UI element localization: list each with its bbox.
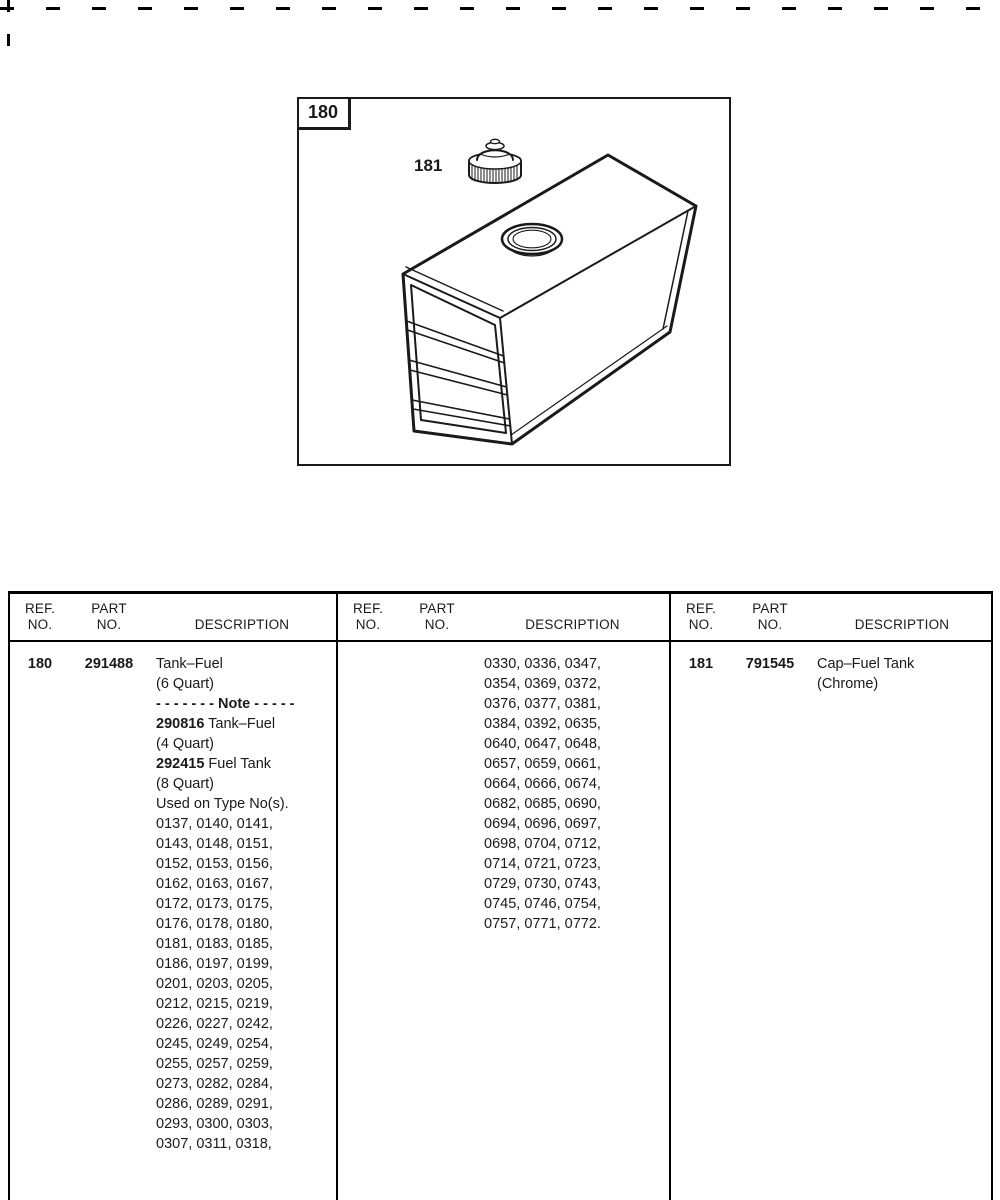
description-line: Cap–Fuel Tank: [817, 656, 915, 672]
part-no-header: PART NO.: [91, 601, 127, 632]
part-number: 791545: [745, 656, 795, 672]
description-line: 0694, 0696, 0697,: [484, 816, 601, 832]
description-line: (8 Quart): [156, 776, 215, 792]
fuel-tank-body: [403, 155, 696, 444]
column-header: [10, 594, 336, 633]
ref-no-header: REF. NO.: [685, 601, 717, 632]
description-line: 0714, 0721, 0723,: [484, 856, 601, 872]
figure-number-label: 180: [299, 99, 351, 130]
description-line: 0657, 0659, 0661,: [484, 756, 601, 772]
description-line: 0212, 0215, 0219,: [156, 996, 273, 1012]
description-line: 0729, 0730, 0743,: [484, 876, 601, 892]
page-edge-dashes-left: [7, 0, 10, 46]
description-line: 0640, 0647, 0648,: [484, 736, 601, 752]
description-cell: [476, 654, 669, 934]
page-edge-dashes-top: [0, 7, 1000, 10]
description-line: 0255, 0257, 0259,: [156, 1056, 273, 1072]
description-cell: [148, 654, 336, 1154]
column-header: [338, 594, 669, 633]
column-body: [10, 642, 336, 1200]
column-body: [671, 642, 995, 1200]
ref-no-header: REF. NO.: [352, 601, 384, 632]
description-line: 0376, 0377, 0381,: [484, 696, 601, 712]
description-line: 292415 Fuel Tank: [156, 756, 272, 772]
part-no-header: PART NO.: [752, 601, 788, 632]
description-line: 0162, 0163, 0167,: [156, 876, 273, 892]
description-line: 0682, 0685, 0690,: [484, 796, 601, 812]
description-line: 0307, 0311, 0318,: [156, 1136, 272, 1152]
column-header: [671, 594, 995, 633]
description-cell: [809, 654, 995, 694]
column-body: [338, 642, 669, 1200]
description-line: 0152, 0153, 0156,: [156, 856, 273, 872]
description-line: (Chrome): [817, 676, 879, 692]
description-header: DESCRIPTION: [854, 617, 950, 632]
fuel-tank-illustration: [299, 99, 729, 464]
description-line: 0245, 0249, 0254,: [156, 1036, 273, 1052]
ref-number: 181: [688, 656, 714, 672]
parts-column-3: [671, 594, 995, 1200]
description-line: (4 Quart): [156, 736, 215, 752]
description-line: Used on Type No(s).: [156, 796, 289, 812]
description-line: 0698, 0704, 0712,: [484, 836, 601, 852]
parts-column-2: [338, 594, 669, 1200]
description-line: 0226, 0227, 0242,: [156, 1016, 273, 1032]
description-line: 0186, 0197, 0199,: [156, 956, 273, 972]
description-line: 0181, 0183, 0185,: [156, 936, 273, 952]
description-line: 0201, 0203, 0205,: [156, 976, 273, 992]
description-line: 0745, 0746, 0754,: [484, 896, 601, 912]
description-line: 290816 Tank–Fuel: [156, 716, 276, 732]
description-line: 0384, 0392, 0635,: [484, 716, 601, 732]
fuel-cap-icon: [469, 139, 521, 183]
parts-column-1: [10, 594, 336, 1200]
description-line: 0137, 0140, 0141,: [156, 816, 273, 832]
description-line: 0273, 0282, 0284,: [156, 1076, 273, 1092]
description-line: 0143, 0148, 0151,: [156, 836, 273, 852]
cap-callout-label: 181: [414, 156, 443, 175]
description-header: DESCRIPTION: [194, 617, 290, 632]
part-number: 291488: [84, 656, 134, 672]
description-line: - - - - - - - Note - - - - -: [156, 696, 295, 712]
description-header: DESCRIPTION: [525, 617, 620, 632]
description-line: 0286, 0289, 0291,: [156, 1096, 273, 1112]
description-line: 0664, 0666, 0674,: [484, 776, 601, 792]
part-no-header: PART NO.: [419, 601, 455, 632]
description-line: Tank–Fuel: [156, 656, 223, 672]
description-line: 0172, 0173, 0175,: [156, 896, 273, 912]
description-line: (6 Quart): [156, 676, 215, 692]
ref-no-header: REF. NO.: [24, 601, 56, 632]
parts-table: [8, 591, 993, 1200]
description-line: 0330, 0336, 0347,: [484, 656, 601, 672]
description-line: 0293, 0300, 0303,: [156, 1116, 273, 1132]
ref-number: 180: [27, 656, 53, 672]
diagram-panel: [297, 97, 731, 466]
ref-number: [338, 654, 398, 934]
description-line: 0757, 0771, 0772.: [484, 916, 601, 932]
part-number: [398, 654, 476, 934]
description-line: 0176, 0178, 0180,: [156, 916, 273, 932]
description-line: 0354, 0369, 0372,: [484, 676, 601, 692]
